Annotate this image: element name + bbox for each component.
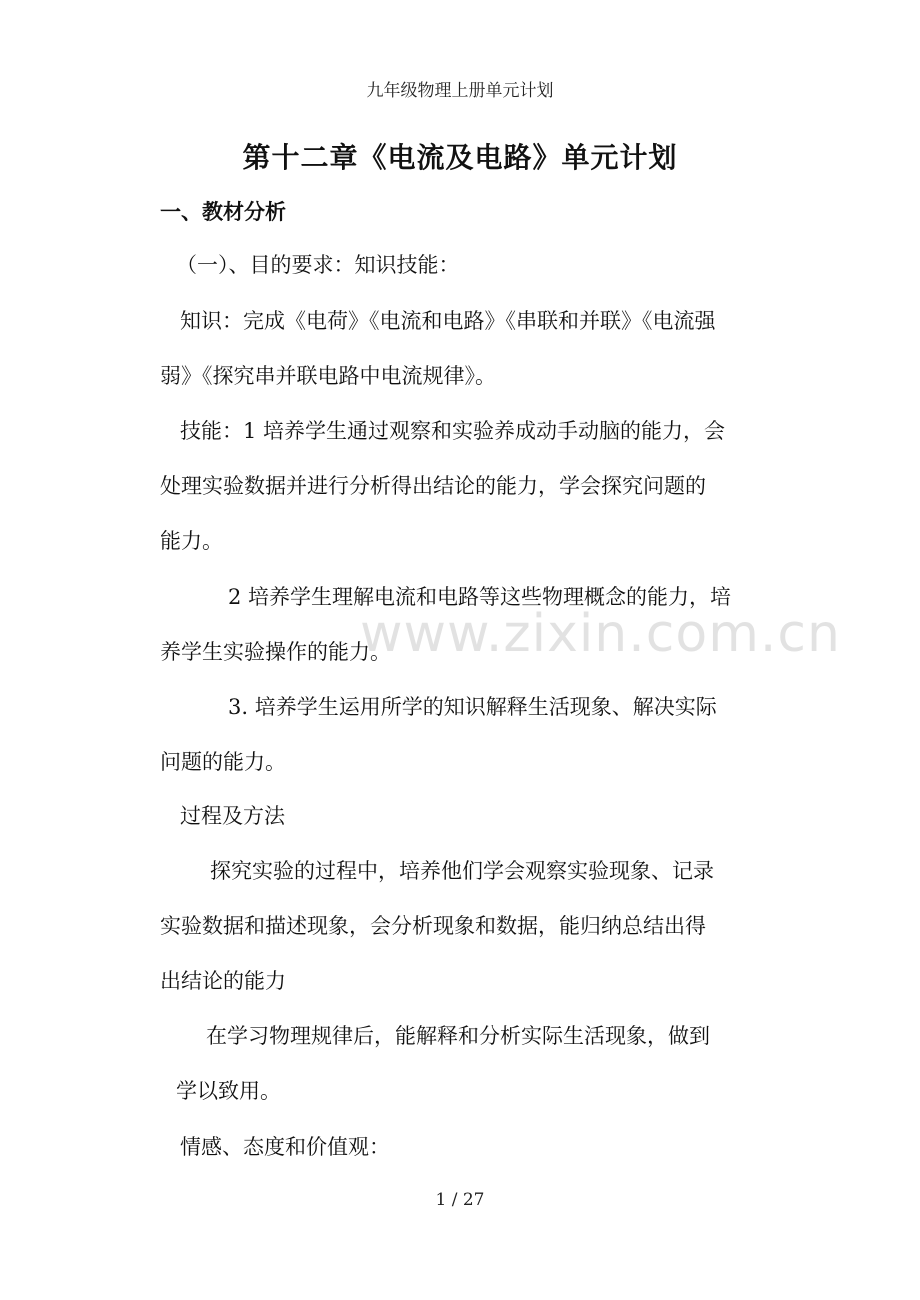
text-line-values-heading: 情感、态度和价值观： [180, 1135, 390, 1159]
text-line-knowledge: 知识：完成《电荷》《电流和电路》《串联和并联》《电流强 [180, 309, 716, 333]
text-line-process-cont: 实验数据和描述现象，会分析现象和数据，能归纳总结出得 [160, 914, 706, 938]
page-title: 第十二章《电流及电路》单元计划 [242, 141, 678, 174]
page-number: 1 / 27 [435, 1190, 485, 1210]
text-line-skills-cont: 处理实验数据并进行分析得出结论的能力，学会探究问题的 [160, 474, 706, 498]
text-line-application-end: 学以致用。 [176, 1079, 281, 1103]
text-line-skill-3: 3. 培养学生运用所学的知识解释生活现象、解决实际 [228, 695, 717, 719]
text-line-process-end: 出结论的能力 [160, 969, 286, 993]
text-line-skill-3-cont: 问题的能力。 [160, 750, 286, 774]
text-line-goals: （一）、目的要求：知识技能： [176, 253, 460, 277]
text-line-skill-2: 2 培养学生理解电流和电路等这些物理概念的能力，培 [228, 585, 732, 609]
watermark: www.zixin.com.cn [360, 604, 841, 664]
text-line-skills-end: 能力。 [160, 529, 223, 553]
section-heading: 一、教材分析 [160, 200, 286, 224]
text-line-skills: 技能：1 培养学生通过观察和实验养成动手动脑的能力，会 [180, 419, 726, 443]
text-line-skill-2-cont: 养学生实验操作的能力。 [160, 640, 391, 664]
page-header: 九年级物理上册单元计划 [366, 81, 554, 101]
text-line-process-heading: 过程及方法 [180, 804, 285, 828]
text-line-process: 探究实验的过程中，培养他们学会观察实验现象、记录 [210, 859, 714, 883]
text-line-knowledge-cont: 弱》《探究串并联电路中电流规律》。 [160, 364, 496, 388]
text-line-application: 在学习物理规律后，能解释和分析实际生活现象，做到 [206, 1024, 710, 1048]
